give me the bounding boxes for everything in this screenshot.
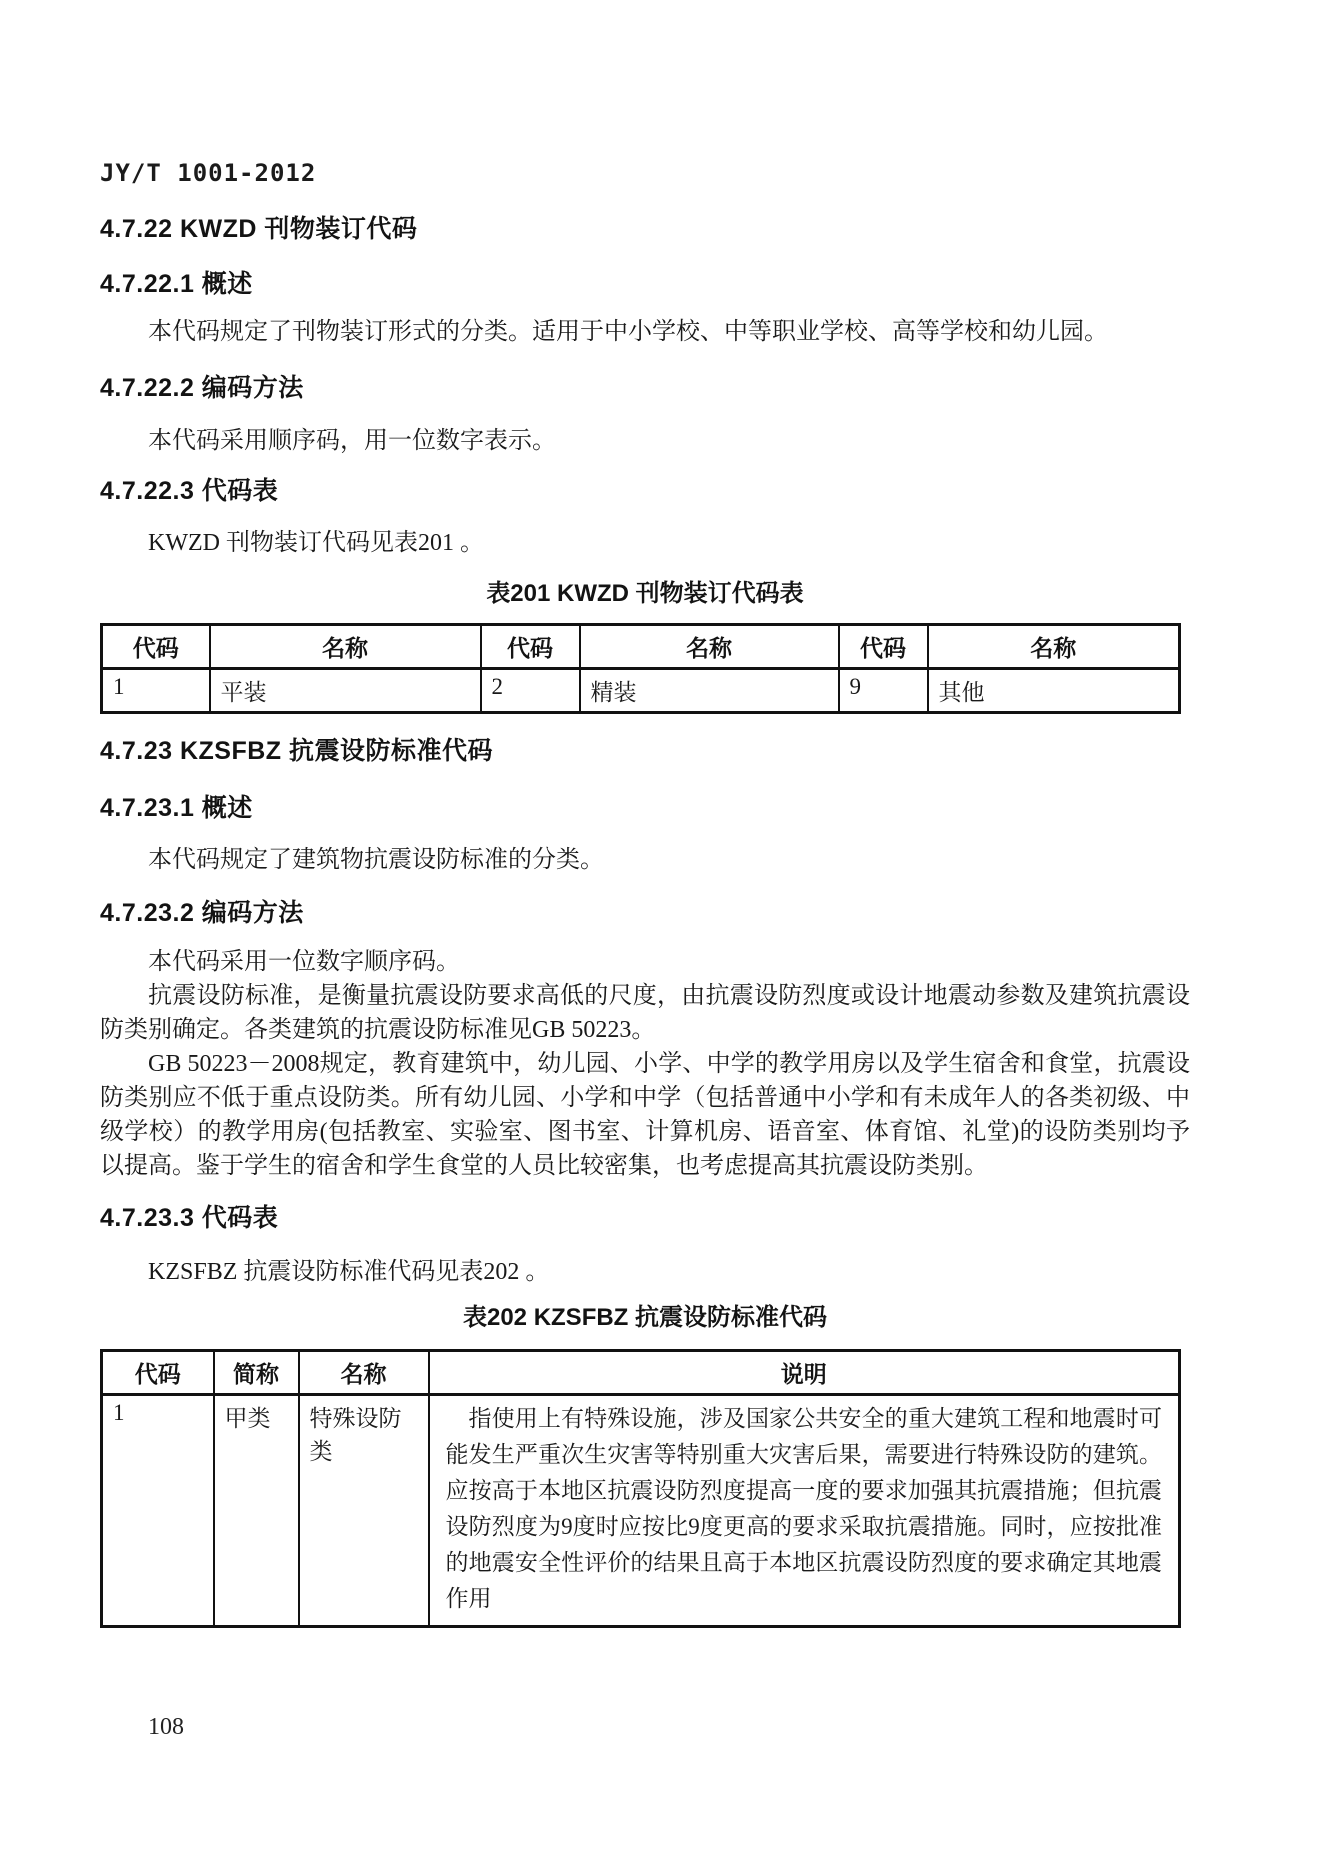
kzsfbz-overview-paragraph: 本代码规定了建筑物抗震设防标准的分类。 (148, 847, 604, 873)
page-content (100, 0, 1190, 1628)
section-heading-4-7-23: 4.7.23 KZSFBZ 抗震设防标准代码 (100, 737, 493, 765)
name-cell: 特殊设防类 (299, 1395, 429, 1627)
subsection-heading-4-7-23-1: 4.7.23.1 概述 (100, 794, 253, 822)
code-cell: 1 (102, 669, 210, 713)
subsection-heading-4-7-23-3: 4.7.23.3 代码表 (100, 1204, 279, 1232)
table-201-kwzd-codes (100, 623, 1181, 714)
column-header-code: 代码 (481, 625, 580, 669)
column-header-code: 代码 (839, 625, 928, 669)
page-number: 108 (148, 1714, 184, 1740)
table-202-caption: 表202 KZSFBZ 抗震设防标准代码 (462, 1304, 828, 1331)
column-header-short-name: 简称 (214, 1351, 299, 1395)
column-header-code: 代码 (102, 625, 210, 669)
kwzd-table-reference: KWZD 刊物装订代码见表201 。 (148, 530, 484, 556)
table-202-data-row (102, 1395, 1180, 1627)
short-name-cell: 甲类 (214, 1395, 299, 1627)
section-heading-4-7-22: 4.7.22 KWZD 刊物装订代码 (100, 215, 418, 243)
column-header-name: 名称 (210, 625, 481, 669)
name-cell: 平装 (210, 669, 481, 713)
kzsfbz-table-reference: KZSFBZ 抗震设防标准代码见表202 。 (148, 1259, 550, 1285)
subsection-heading-4-7-22-2: 4.7.22.2 编码方法 (100, 374, 304, 402)
kzsfbz-coding-paragraph-1: 本代码采用一位数字顺序码。 (148, 949, 460, 975)
table-201-data-row (102, 669, 1180, 713)
column-header-name: 名称 (299, 1351, 429, 1395)
kzsfbz-coding-paragraph-3: GB 50223－2008规定，教育建筑中，幼儿园、小学、中学的教学用房以及学生宿舍和食堂，抗震设防类别应不低于重点设防类。所有幼儿园、小学和中学（包括普通中小学和有未成年人的各类初级、中级学校）的教学用房(包括教室、实验室、图书室、计算机房、语音室、体育馆、礼堂)的设防类别均予以提高。鉴于学生的宿舍和学生食堂的人员比较密集，也考虑提高其抗震设防类别。 (100, 1051, 1190, 1179)
table-202-kzsfbz-codes (100, 1349, 1181, 1628)
kwzd-overview-paragraph: 本代码规定了刊物装订形式的分类。适用于中小学校、中等职业学校、高等学校和幼儿园。 (148, 319, 1108, 345)
subsection-heading-4-7-23-2: 4.7.23.2 编码方法 (100, 899, 304, 927)
kzsfbz-coding-paragraphs (100, 945, 1190, 1183)
subsection-heading-4-7-22-3: 4.7.22.3 代码表 (100, 477, 279, 505)
column-header-description: 说明 (429, 1351, 1180, 1395)
name-cell: 其他 (928, 669, 1180, 713)
column-header-code: 代码 (102, 1351, 214, 1395)
kzsfbz-coding-paragraph-2: 抗震设防标准，是衡量抗震设防要求高低的尺度，由抗震设防烈度或设计地震动参数及建筑抗震设防类别确定。各类建筑的抗震设防标准见GB 50223。 (100, 983, 1190, 1043)
kwzd-coding-paragraph: 本代码采用顺序码，用一位数字表示。 (148, 428, 556, 454)
code-cell: 1 (102, 1395, 214, 1627)
description-cell: 指使用上有特殊设施，涉及国家公共安全的重大建筑工程和地震时可能发生严重次生灾害等特别重大灾害后果，需要进行特殊设防的建筑。应按高于本地区抗震设防烈度提高一度的要求加强其抗震措施；但抗震设防烈度为9度时应按比9度更高的要求采取抗震措施。同时，应按批准的地震安全性评价的结果且高于本地区抗震设防烈度的要求确定其地震作用 (429, 1395, 1180, 1627)
standard-code: JY/T 1001-2012 (100, 159, 317, 187)
name-cell: 精装 (580, 669, 839, 713)
code-cell: 9 (839, 669, 928, 713)
table-202-header-row (102, 1351, 1180, 1395)
column-header-name: 名称 (928, 625, 1180, 669)
subsection-heading-4-7-22-1: 4.7.22.1 概述 (100, 270, 253, 298)
column-header-name: 名称 (580, 625, 839, 669)
table-201-header-row (102, 625, 1180, 669)
code-cell: 2 (481, 669, 580, 713)
table-201-caption: 表201 KWZD 刊物装订代码表 (486, 580, 804, 607)
